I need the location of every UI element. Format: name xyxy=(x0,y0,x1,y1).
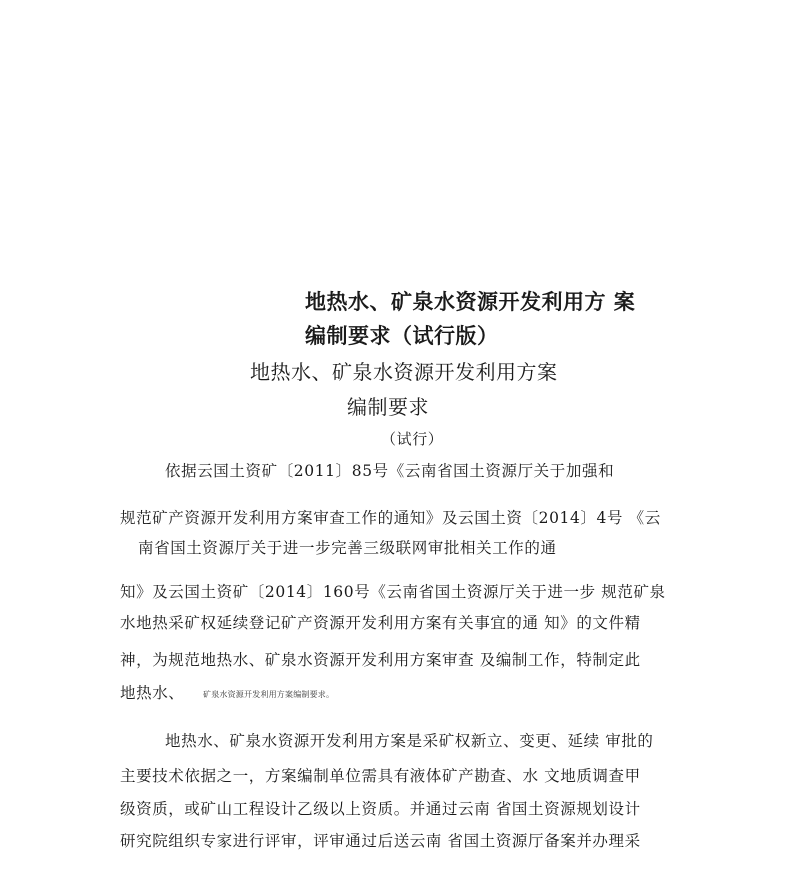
para2-line-2: 主要技术依据之一，方案编制单位需具有液体矿产勘查、水 文地质调查甲 xyxy=(120,767,641,785)
intro-line-7: 地热水、 xyxy=(120,684,185,702)
subtitle-line-1: 地热水、矿泉水资源开发利用方案 xyxy=(250,360,558,384)
intro-line-4: 知》及云国土资矿〔2014〕160号《云南省国土资源厅关于进一步 规范矿泉 xyxy=(120,583,666,601)
intro-line-7-note: 矿泉水资源开发利用方案编制要求。 xyxy=(203,690,335,699)
para2-line-4: 研究院组织专家进行评审，评审通过后送云南 省国土资源厅备案并办理采 xyxy=(120,832,641,850)
intro-line-6: 神，为规范地热水、矿泉水资源开发利用方案审查 及编制工作，特制定此 xyxy=(120,651,641,669)
para2-line-3: 级资质，或矿山工程设计乙级以上资质。并通过云南 省国土资源规划设计 xyxy=(120,800,641,818)
intro-line-1: 依据云国土资矿〔2011〕85号《云南省国土资源厅关于加强和 xyxy=(165,462,615,480)
intro-line-5: 水地热采矿权延续登记矿产资源开发利用方案有关事宜的通 知》的文件精 xyxy=(120,614,641,632)
subtitle-line-3: （试行） xyxy=(381,430,444,448)
intro-line-2: 规范矿产资源开发利用方案审查工作的通知》及云国土资〔2014〕4号 《云 xyxy=(120,509,661,527)
intro-line-3: 南省国土资源厅关于进一步完善三级联网审批相关工作的通 xyxy=(138,539,557,557)
title-line-2: 编制要求（试行版） xyxy=(305,324,499,348)
subtitle-line-2: 编制要求 xyxy=(347,395,429,419)
title-line-1: 地热水、矿泉水资源开发利用方 案 xyxy=(305,290,636,314)
para2-line-1: 地热水、矿泉水资源开发利用方案是采矿权新立、变更、延续 审批的 xyxy=(165,732,654,750)
